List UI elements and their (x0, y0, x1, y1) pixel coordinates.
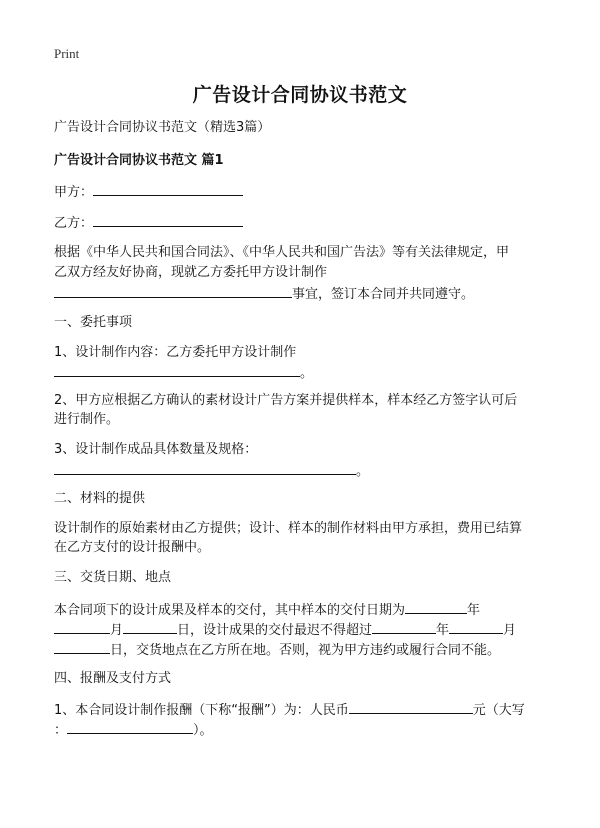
sample-month-blank (54, 618, 110, 634)
payment-text-yuan: 元（大写 (472, 703, 525, 718)
payment-text-close: ）。 (193, 723, 213, 738)
intro-text-3: 事宜，签订本合同并共同遵守。 (292, 287, 475, 302)
party-a-blank (93, 180, 243, 196)
sample-year-blank (405, 598, 467, 614)
party-a-label: 甲方： (54, 185, 94, 200)
intro-blank (54, 282, 292, 298)
payment-text-1: 1、本合同设计制作报酬（下称“报酬”）为：人民币 (54, 703, 349, 718)
amount-daxie-blank (67, 718, 193, 734)
payment-colon: ： (54, 723, 68, 738)
materials-line-2: 在乙方支付的设计报酬中。 (54, 540, 211, 555)
intro-line-1: 根据《中华人民共和国合同法》、《中华人民共和国广告法》等有关法律规定，甲 (54, 245, 510, 260)
sample-day-blank (123, 618, 177, 634)
month-label-2: 月 (503, 623, 517, 638)
item2-line-1: 2、甲方应根据乙方确认的素材设计广告方案并提供样本，样本经乙方签字认可后 (54, 393, 518, 408)
heading-3: 三、交货日期、地点 (54, 570, 172, 585)
item3-line: 3、设计制作成品具体数量及规格： (54, 442, 258, 457)
heading-2: 二、材料的提供 (54, 491, 146, 506)
item2-line-2: 进行制作。 (54, 412, 120, 427)
intro-line-3 (54, 282, 550, 306)
document-title: 广告设计合同协议书范文 (192, 84, 408, 106)
item3-blank (54, 459, 356, 475)
delivery-line-3 (54, 638, 550, 662)
year-label: 年 (467, 603, 481, 618)
party-a-line (54, 180, 550, 204)
party-b-line (54, 211, 550, 235)
party-b-label: 乙方： (54, 216, 94, 231)
heading-4: 四、报酬及支付方式 (54, 671, 172, 686)
payment-line-2 (54, 718, 550, 742)
subtitle: 广告设计合同协议书范文（精选3篇） (54, 120, 271, 135)
item3-blank-line (54, 459, 550, 483)
year-label-2: 年 (436, 623, 450, 638)
final-day-blank (54, 638, 110, 654)
materials-line-1: 设计制作的原始素材由乙方提供；设计、样本的制作材料由甲方承担，费用已结算 (54, 521, 523, 536)
delivery-text-1: 本合同项下的设计成果及样本的交付，其中样本的交付日期为 (54, 603, 406, 618)
party-b-blank (93, 211, 243, 227)
item1-period: 。 (300, 366, 314, 381)
amount-blank (349, 698, 473, 714)
delivery-text-2: 日，设计成果的交付最迟不得超过 (177, 623, 373, 638)
final-year-blank (372, 618, 436, 634)
intro-line-2: 乙双方经友好协商，现就乙方委托甲方设计制作 (54, 265, 328, 280)
print-link[interactable]: Print (54, 46, 80, 61)
heading-1: 一、委托事项 (54, 315, 133, 330)
month-label: 月 (110, 623, 124, 638)
item1-line: 1、设计制作内容：乙方委托甲方设计制作 (54, 345, 297, 360)
final-month-blank (449, 618, 503, 634)
item1-blank-line (54, 361, 550, 385)
section-title: 广告设计合同协议书范文 篇1 (54, 153, 224, 168)
item3-period: 。 (356, 464, 370, 479)
delivery-text-3: 日，交货地点在乙方所在地。否则，视为甲方违约或履行合同不能。 (110, 643, 501, 658)
item1-blank (54, 361, 300, 377)
